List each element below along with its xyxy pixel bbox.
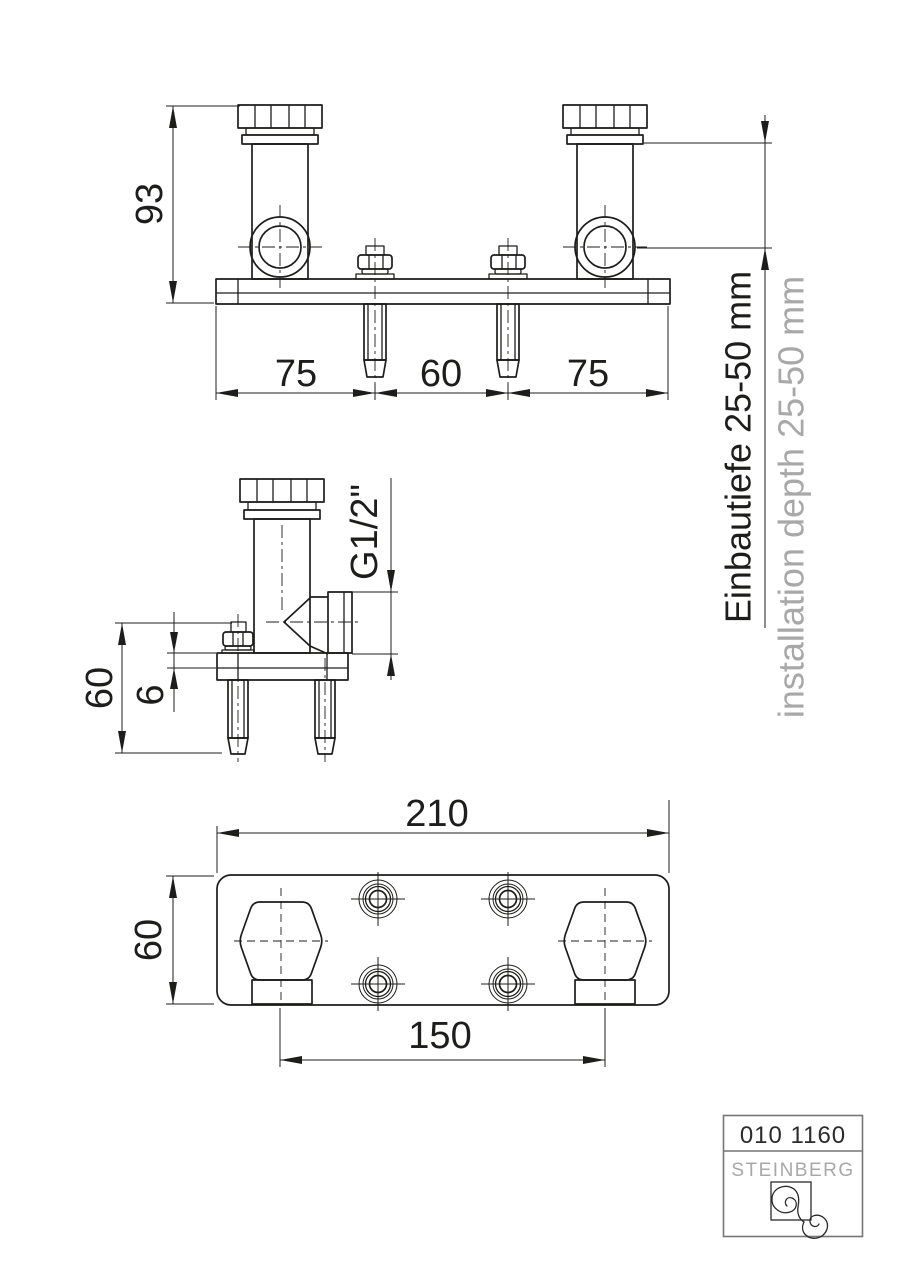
title-block — [724, 1116, 863, 1239]
dim-label-210: 210 — [405, 793, 469, 835]
dim-front-height — [129, 106, 240, 303]
front-right-inlet-pipe — [563, 105, 647, 288]
dim-label-bottom-60: 60 — [128, 918, 171, 962]
thread-band — [246, 128, 314, 135]
dim-hole-centers — [280, 1008, 605, 1067]
dim-label-60: 60 — [419, 353, 463, 395]
screw-hole — [481, 957, 535, 1011]
depth-note-german: Einbautiefe 25-50 mm — [717, 270, 759, 624]
screw-hole — [351, 872, 405, 926]
bottom-right-hex-boss — [558, 888, 652, 1006]
bottom-left-hex-boss — [234, 888, 328, 1006]
side-outlet-port — [266, 592, 360, 654]
depth-note-english: installation depth 25-50 mm — [770, 275, 812, 719]
dim-label-g12: G1/2" — [344, 484, 387, 580]
dim-bottom-depth — [128, 876, 214, 1004]
side-view — [79, 478, 398, 762]
screw-hole — [351, 957, 405, 1011]
front-mounting-plate — [216, 279, 670, 304]
dim-label-93: 93 — [129, 182, 172, 226]
dim-label-75-right: 75 — [566, 353, 610, 395]
dim-front-spacing — [216, 306, 668, 400]
dim-label-side-60: 60 — [79, 666, 122, 710]
bottom-screw-holes — [351, 872, 535, 1011]
thread-band — [248, 502, 316, 510]
side-inlet-pipe — [240, 479, 324, 653]
bottom-view — [128, 793, 669, 1067]
bottom-plate — [217, 875, 669, 1005]
article-number: 010 1160 — [739, 1122, 847, 1149]
dim-installation-depth — [637, 115, 812, 718]
thread-band — [571, 128, 639, 135]
dim-bottom-width — [217, 793, 669, 873]
brand-name: STEINBERG — [731, 1160, 855, 1181]
dim-label-6: 6 — [130, 684, 173, 706]
dim-plate-thickness — [130, 612, 216, 712]
side-fixing-screws — [228, 614, 335, 762]
screw-hole — [481, 872, 535, 926]
front-left-inlet-pipe — [238, 105, 322, 288]
front-fixing-screw-left — [356, 238, 394, 386]
front-fixing-screw-right — [489, 238, 527, 386]
dim-label-75-left: 75 — [274, 353, 318, 395]
side-mounting-plate — [217, 653, 348, 680]
dim-label-150: 150 — [408, 1015, 472, 1057]
